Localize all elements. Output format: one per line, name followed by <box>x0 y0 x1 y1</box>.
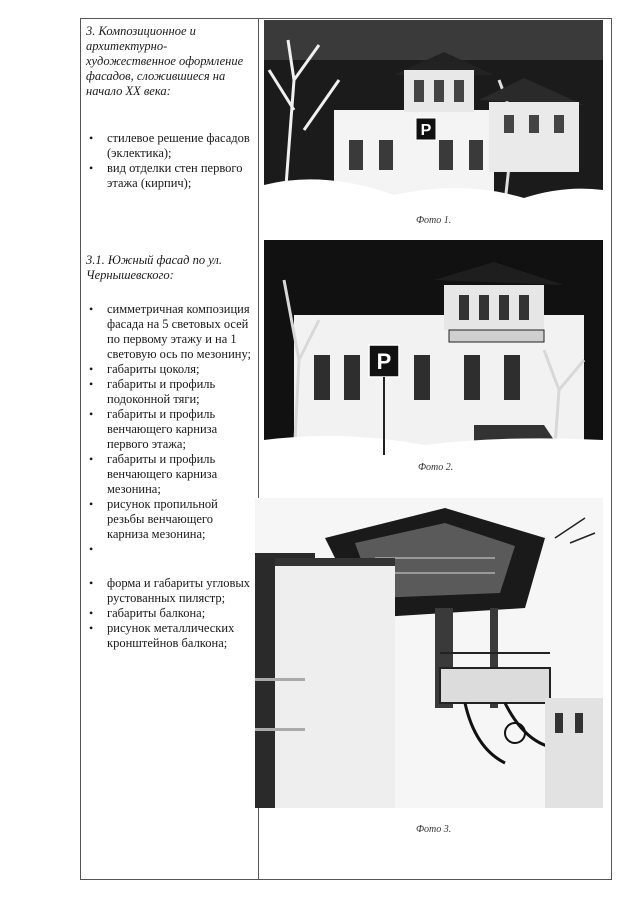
list-item: • габариты и профиль венчающего карниза первого этажа; <box>86 407 256 452</box>
section-3-heading: 3. Композиционное и архитектурно-художественное оформление фасадов, сложившиеся на начало XX века: <box>86 24 244 98</box>
list-item: • форма и габариты угловых рустованных пилястр; <box>86 576 256 606</box>
list-item: • стилевое решение фасадов (эклектика); <box>86 131 256 161</box>
photo-3-caption: Фото 3. <box>416 824 452 835</box>
photo-1 <box>264 20 603 212</box>
parking-sign-text: P <box>420 122 432 139</box>
list-item: • габариты балкона; <box>86 606 256 621</box>
photo-2-caption: Фото 2. <box>418 462 454 473</box>
list-spacer <box>86 542 256 557</box>
photo-3 <box>255 498 603 808</box>
section-3-list <box>86 131 256 191</box>
parking-sign-text: P <box>376 349 392 374</box>
section-3-1-list <box>86 302 256 557</box>
list-item: • вид отделки стен первого этажа (кирпич); <box>86 161 256 191</box>
list-item: • симметричная композиция фасада на 5 световых осей по первому этажу и на 1 световую ось по мезонину; <box>86 302 256 362</box>
photo-2 <box>264 240 603 460</box>
list-item: • рисунок пропильной резьбы венчающего карниза мезонина; <box>86 497 256 542</box>
list-item: • рисунок металлических кронштейнов балкона; <box>86 621 256 651</box>
list-item: • габариты цоколя; <box>86 362 256 377</box>
photo-1-caption: Фото 1. <box>416 215 452 226</box>
section-3-1-list-continued <box>86 576 256 651</box>
list-item: • габариты и профиль венчающего карниза мезонина; <box>86 452 256 497</box>
list-item: • габариты и профиль подоконной тяги; <box>86 377 256 407</box>
section-3-1-heading: 3.1. Южный фасад по ул. Чернышевского: <box>86 253 222 282</box>
